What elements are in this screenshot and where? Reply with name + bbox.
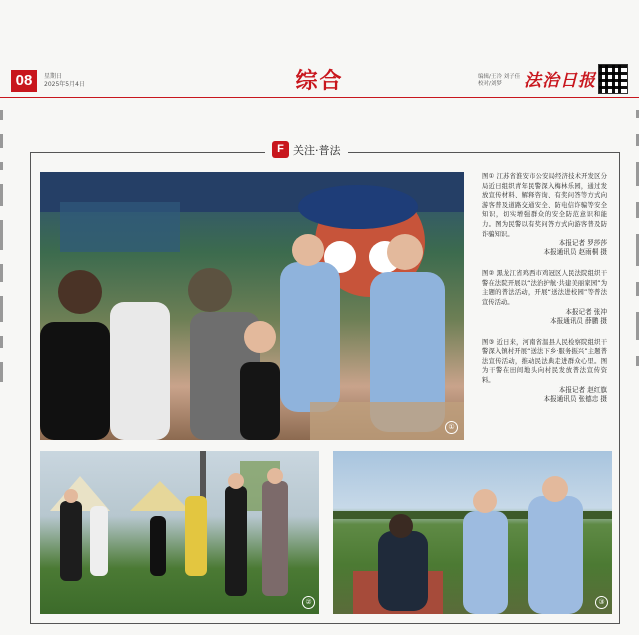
- photo-police-outreach: [40, 172, 464, 440]
- issue-date: 星期日 2025年5月4日: [44, 73, 85, 88]
- caption-credit: 本报通讯员 薛鹏 摄: [550, 316, 607, 325]
- caption-1: [482, 172, 607, 257]
- header-divider: [0, 97, 639, 98]
- photo-court-outreach: [40, 451, 319, 614]
- photo-number: ③: [595, 596, 608, 609]
- newspaper-masthead-logo: 法治日报: [524, 71, 596, 91]
- photo-scene-2: [40, 451, 319, 614]
- caption-credit: 本报记者 罗莎莎: [558, 239, 607, 248]
- caption-credit: 本报通讯员 张德忠 摄: [543, 394, 607, 403]
- caption-credit: 本报通讯员 赵雨桐 摄: [543, 248, 607, 257]
- column-tag: [265, 141, 348, 158]
- caption-text: 图③ 近日来，河南省温县人民检察院组织干警深入镇村开展“送法下乡·服务振兴”主题普法宣传活动，推动民法典走进群众心里。图为干警在田间地头向村民发放普法宣传资料。: [482, 338, 607, 384]
- caption-text: 图② 黑龙江省鸡西市鸡冠区人民法院组织干警在法院开展以“法治护航·共建美丽家园”为主题的普法活动，开展“送法进校园”等普法宣传活动。: [482, 270, 607, 306]
- caption-2: [482, 269, 607, 325]
- page-number-badge: 08: [11, 70, 37, 92]
- photo-captions: [482, 172, 607, 416]
- column-title: 关注·普法: [293, 143, 341, 157]
- column-logo-icon: F: [272, 141, 289, 158]
- qr-code-icon: [598, 64, 628, 94]
- caption-credit: 本报记者 赵红旗: [558, 385, 607, 394]
- photo-scene-1: [40, 172, 464, 440]
- photo-number: ②: [302, 596, 315, 609]
- photo-scene-3: [333, 451, 612, 614]
- caption-3: [482, 338, 607, 404]
- section-title: 综合: [295, 68, 344, 94]
- photo-number: ①: [445, 421, 458, 434]
- photo-procuratorate-outreach: [333, 451, 612, 614]
- adjacent-page-edge-right: [634, 110, 639, 630]
- adjacent-page-edge-left: [0, 110, 6, 630]
- caption-text: 图① 江苏省淮安市公安局经济技术开发区分局近日组织青年民警深入梅林乐园，通过发放宣传材料、解释咨询、有奖问答等方式向游客普及道路交通安全、防电信诈骗等安全知识，切实增强群众的安全防范意识和能力。图为民警以有奖问答方式向游客普及防诈骗知识。: [482, 173, 607, 238]
- caption-credit: 本报记者 张冲: [565, 307, 607, 316]
- editors-credit: 编辑/王冷 刘子佳 校对/刘梦: [478, 74, 521, 87]
